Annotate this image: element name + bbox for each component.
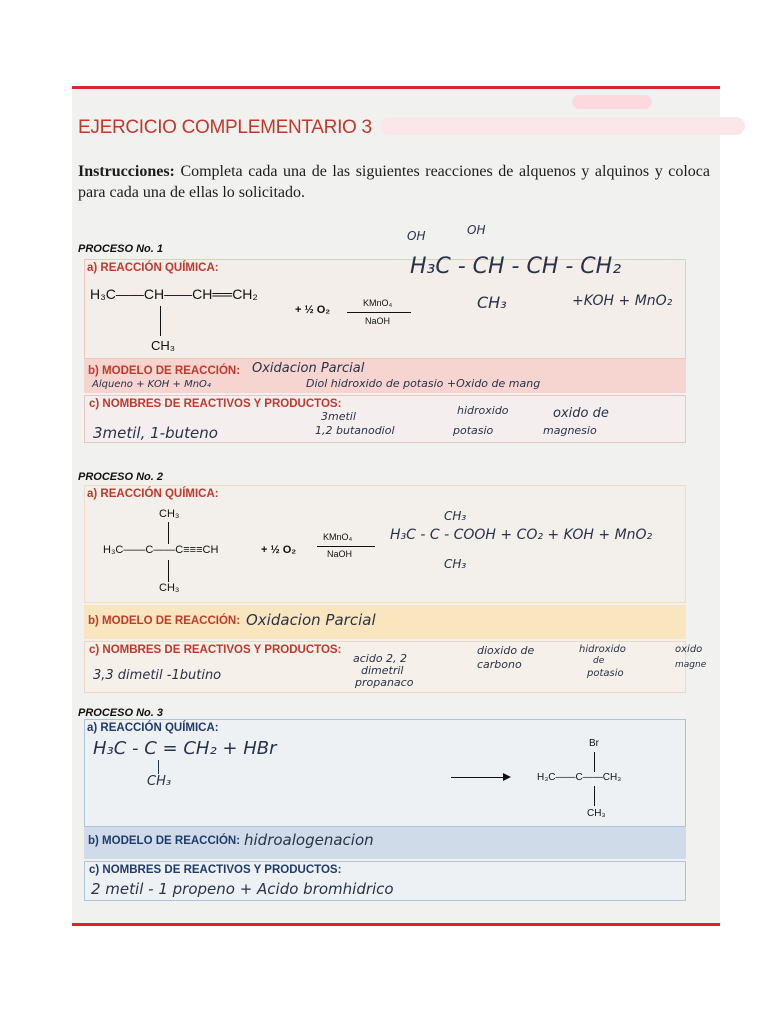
proceso-2-b-label: b) MODELO DE REACCIÓN: — [88, 615, 241, 627]
proceso-1-model-note-right: Diol hidroxido de potasio +Oxido de mang — [306, 377, 541, 390]
instructions-label: Instrucciones: — [78, 163, 175, 180]
proceso-2-ch3-bottom: CH₃ — [159, 582, 180, 594]
proceso-1-arrow — [347, 312, 411, 313]
proceso-1-bond — [160, 306, 161, 336]
proceso-1-oh-2: OH — [467, 223, 486, 237]
proceso-1-prod1-bottom: 1,2 butanodiol — [315, 424, 395, 437]
proceso-3-bond-bottom — [594, 786, 595, 806]
arrow-head-icon — [503, 773, 511, 781]
proceso-1-product-ch3: CH₃ — [477, 293, 507, 312]
proceso-1-title: PROCESO No. 1 — [78, 243, 163, 255]
proceso-3-names-answer: 2 metil - 1 propeno + Acido bromhidrico — [91, 880, 394, 898]
proceso-1-reagent-top: KMnO₄ — [363, 298, 393, 308]
proceso-2-prod3-l1: hidroxido — [579, 644, 626, 655]
proceso-2-prod4-l1: oxido — [675, 644, 703, 655]
worksheet-page — [72, 86, 720, 926]
proceso-3-reaction-box — [84, 719, 686, 827]
proceso-1-product: H₃C - CH - CH - CH₂ — [410, 254, 622, 279]
proceso-2-names-box — [84, 641, 707, 693]
proceso-3-reactant: H₃C - C = CH₂ + HBr — [93, 738, 277, 759]
proceso-2-bond-bottom — [168, 560, 169, 582]
proceso-1-prod1-top: 3metil — [321, 410, 356, 423]
proceso-1-prod3-bottom: magnesio — [543, 424, 597, 437]
proceso-2-prod3-l3: potasio — [587, 668, 624, 679]
proceso-2-c-label: c) NOMBRES DE REACTIVOS Y PRODUCTOS: — [89, 644, 342, 656]
proceso-2-product-ch3-top: CH₃ — [444, 509, 467, 523]
proceso-1-prod3-top: oxido de — [553, 406, 609, 421]
proceso-1-reagent-bottom: NaOH — [365, 316, 391, 326]
proceso-3-product-ch3: CH₃ — [587, 808, 606, 819]
proceso-1-reactant-name: 3metil, 1-buteno — [93, 424, 218, 442]
proceso-1-a-label: a) REACCIÓN QUÍMICA: — [87, 262, 219, 274]
proceso-2-a-label: a) REACCIÓN QUÍMICA: — [87, 488, 219, 500]
proceso-3-reactant-ch3: CH₃ — [147, 774, 172, 789]
proceso-3-title: PROCESO No. 3 — [78, 707, 163, 719]
proceso-2-prod1-l3: propanaco — [355, 676, 414, 689]
proceso-2-model-box — [84, 605, 686, 639]
proceso-1-reactant-ch3: CH₃ — [151, 338, 176, 353]
proceso-2-product: H₃C - C - COOH + CO₂ + KOH + MnO₂ — [390, 527, 653, 543]
proceso-3-model-answer: hidroalogenacion — [244, 831, 374, 849]
proceso-2-prod4-l2: magne — [675, 660, 707, 670]
proceso-2-prod1-l2: dimetril — [361, 664, 404, 677]
proceso-3-a-label: a) REACCIÓN QUÍMICA: — [87, 722, 219, 734]
proceso-2-oxidant: + ½ O₂ — [261, 544, 297, 556]
proceso-2-prod1-l1: acido 2, 2 — [353, 652, 408, 665]
proceso-1-model-box — [84, 359, 686, 393]
proceso-1-reactant: H₃C——CH——CH══CH₂ — [90, 286, 258, 302]
proceso-2-model-answer: Oxidacion Parcial — [246, 611, 376, 629]
proceso-3-c-label: c) NOMBRES DE REACTIVOS Y PRODUCTOS: — [89, 864, 342, 876]
proceso-1-byproducts: +KOH + MnO₂ — [572, 293, 673, 309]
proceso-2-reagent-top: KMnO₄ — [323, 532, 353, 542]
proceso-2-reaction-box — [84, 485, 686, 603]
instructions — [78, 161, 710, 203]
proceso-2-reactant: H₃C——C——C≡≡≡CH — [103, 544, 219, 556]
proceso-2-arrow — [317, 546, 375, 547]
proceso-1-names-box — [84, 395, 686, 443]
proceso-1-model-note-left: Alqueno + KOH + MnO₄ — [92, 379, 211, 390]
page-title: EJERCICIO COMPLEMENTARIO 3 — [78, 117, 372, 138]
proceso-3-product-br: Br — [589, 738, 599, 749]
proceso-2-product-ch3-bottom: CH₃ — [444, 557, 467, 571]
proceso-1-prod2-bottom: potasio — [453, 424, 494, 437]
proceso-2-bond-top — [168, 522, 169, 544]
redacted-mark — [572, 95, 652, 109]
proceso-1-b-label: b) MODELO DE REACCIÓN: — [88, 365, 241, 377]
proceso-2-prod3-l2: de — [593, 656, 605, 666]
proceso-2-ch3-top: CH₃ — [159, 508, 180, 520]
proceso-2-prod2-l2: carbono — [477, 658, 522, 671]
proceso-3-bond-top — [594, 752, 595, 772]
proceso-3-names-box — [84, 861, 686, 901]
proceso-3-b-label: b) MODELO DE REACCIÓN: — [88, 835, 241, 847]
proceso-1-oxidant: + ½ O₂ — [295, 304, 331, 316]
redacted-name — [380, 117, 745, 135]
proceso-3-bond — [158, 760, 159, 774]
proceso-1-c-label: c) NOMBRES DE REACTIVOS Y PRODUCTOS: — [89, 398, 342, 410]
proceso-1-model-answer: Oxidacion Parcial — [252, 361, 365, 376]
proceso-3-arrow — [451, 777, 509, 778]
instructions-text: Completa cada una de las siguientes reacciones de alquenos y alquinos y coloca para cada una de ellas lo solicitado. — [78, 163, 710, 201]
proceso-1-oh-1: OH — [407, 229, 426, 243]
proceso-2-reagent-bottom: NaOH — [327, 549, 353, 559]
proceso-3-model-box — [84, 827, 686, 859]
proceso-2-prod2-l1: dioxido de — [477, 644, 535, 657]
proceso-2-reactant-name: 3,3 dimetil -1butino — [93, 668, 222, 683]
proceso-3-product: H₃C——C——CH₃ — [537, 772, 622, 783]
proceso-1-prod2-top: hidroxido — [457, 404, 509, 417]
proceso-2-title: PROCESO No. 2 — [78, 471, 163, 483]
